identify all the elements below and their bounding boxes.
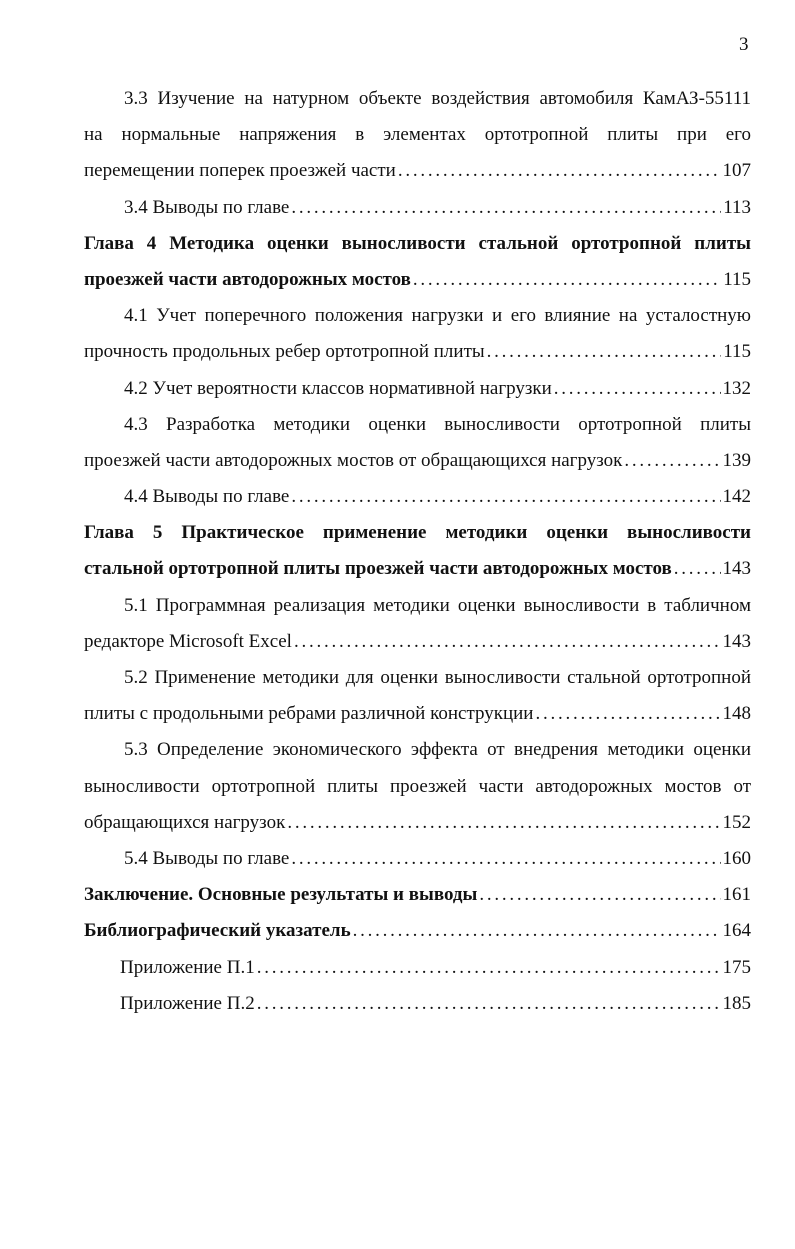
toc-entry-4-2 xyxy=(84,371,751,407)
toc-page-number: 143 xyxy=(722,630,751,652)
dot-leader xyxy=(674,551,721,587)
dot-leader xyxy=(554,371,721,407)
dot-leader xyxy=(287,805,720,841)
toc-entry-text: плиты с продольными ребрами различной конструкции xyxy=(84,703,534,725)
toc-entry-5-3-line-1: 5.3 Определение экономического эффекта от внедрения методики оценки xyxy=(124,739,751,761)
toc-entry-5-3-line-2: выносливости ортотропной плиты проезжей части автодорожных мостов от xyxy=(84,775,751,797)
dot-leader xyxy=(291,479,720,515)
toc-entry-text: проезжей части автодорожных мостов от обращающихся нагрузок xyxy=(84,449,623,471)
toc-entry-text: Библиографический указатель xyxy=(84,920,351,942)
dot-leader xyxy=(398,153,721,189)
toc-page-number: 185 xyxy=(722,992,751,1014)
toc-page-number: 175 xyxy=(722,956,751,978)
toc-entry-3-3-line-2: на нормальные напряжения в элементах ортотропной плиты при его xyxy=(84,124,751,146)
toc-chapter-4-line-1: Глава 4 Методика оценки выносливости стальной ортотропной плиты xyxy=(84,232,751,254)
page-number: 3 xyxy=(739,34,749,55)
toc-entry-5-3-line-3 xyxy=(84,805,751,841)
toc-page-number: 161 xyxy=(722,884,751,906)
toc-entry-text: Заключение. Основные результаты и выводы xyxy=(84,884,478,906)
toc-entry-5-2-line-2 xyxy=(84,696,751,732)
toc-entry-text: 3.4 Выводы по главе xyxy=(124,196,290,218)
toc-entry-3-4 xyxy=(84,190,751,226)
toc-entry-text: перемещении поперек проезжей части xyxy=(84,160,396,182)
toc-entry-5-4 xyxy=(84,841,751,877)
toc-chapter-4-line-2 xyxy=(84,262,751,298)
toc-page-number: 107 xyxy=(722,160,751,182)
toc-page-number: 143 xyxy=(722,558,751,580)
toc-entry-text: прочность продольных ребер ортотропной плиты xyxy=(84,341,485,363)
toc-entry-4-4 xyxy=(84,479,751,515)
toc-page-number: 113 xyxy=(723,196,751,218)
toc-entry-text: Приложение П.2 xyxy=(120,992,255,1014)
toc-appendix-2 xyxy=(84,986,751,1022)
toc-page-number: 164 xyxy=(722,920,751,942)
toc-entry-3-3-line-1: 3.3 Изучение на натурном объекте воздействия автомобиля КамАЗ-55111 xyxy=(124,88,751,109)
toc-bibliography xyxy=(84,913,751,949)
toc-entry-4-3-line-2 xyxy=(84,443,751,479)
toc-entry-text: 5.4 Выводы по главе xyxy=(124,847,290,869)
dot-leader xyxy=(291,190,721,226)
toc-appendix-1 xyxy=(84,950,751,986)
table-of-contents xyxy=(84,81,751,1022)
dot-leader xyxy=(535,696,720,732)
toc-entry-4-3-line-1: 4.3 Разработка методики оценки выносливости ортотропной плиты xyxy=(124,413,751,435)
toc-page-number: 160 xyxy=(722,847,751,869)
toc-entry-text: проезжей части автодорожных мостов xyxy=(84,268,411,290)
toc-entry-3-3-line-3 xyxy=(84,153,751,189)
toc-entry-text: обращающихся нагрузок xyxy=(84,811,286,833)
toc-entry-5-1-line-2 xyxy=(84,624,751,660)
toc-entry-text: 4.2 Учет вероятности классов нормативной нагрузки xyxy=(124,377,552,399)
toc-entry-4-1-line-1: 4.1 Учет поперечного положения нагрузки и его влияние на усталостную xyxy=(124,305,751,327)
toc-page-number: 152 xyxy=(722,811,751,833)
dot-leader xyxy=(353,913,721,949)
dot-leader xyxy=(257,950,721,986)
toc-entry-text: стальной ортотропной плиты проезжей части автодорожных мостов xyxy=(84,558,672,580)
toc-entry-text: 4.4 Выводы по главе xyxy=(124,486,290,508)
toc-entry-text: Приложение П.1 xyxy=(120,956,255,978)
toc-page-number: 148 xyxy=(722,703,751,725)
toc-chapter-5-line-2 xyxy=(84,551,751,587)
dot-leader xyxy=(291,841,720,877)
dot-leader xyxy=(294,624,721,660)
toc-entry-text: редакторе Microsoft Excel xyxy=(84,630,292,652)
toc-page-number: 115 xyxy=(723,268,751,290)
toc-page-number: 142 xyxy=(722,486,751,508)
toc-entry-5-2-line-1: 5.2 Применение методики для оценки выносливости стальной ортотропной xyxy=(124,667,751,688)
dot-leader xyxy=(479,877,720,913)
dot-leader xyxy=(257,986,721,1022)
toc-entry-5-1-line-1: 5.1 Программная реализация методики оценки выносливости в табличном xyxy=(124,594,751,616)
toc-entry-4-1-line-2 xyxy=(84,334,751,370)
toc-chapter-5-line-1: Глава 5 Практическое применение методики оценки выносливости xyxy=(84,522,751,544)
dot-leader xyxy=(487,334,722,370)
toc-page-number: 132 xyxy=(722,377,751,399)
toc-page-number: 139 xyxy=(722,449,751,471)
dot-leader xyxy=(624,443,720,479)
toc-page-number: 115 xyxy=(723,341,751,363)
dot-leader xyxy=(413,262,721,298)
toc-conclusion xyxy=(84,877,751,913)
